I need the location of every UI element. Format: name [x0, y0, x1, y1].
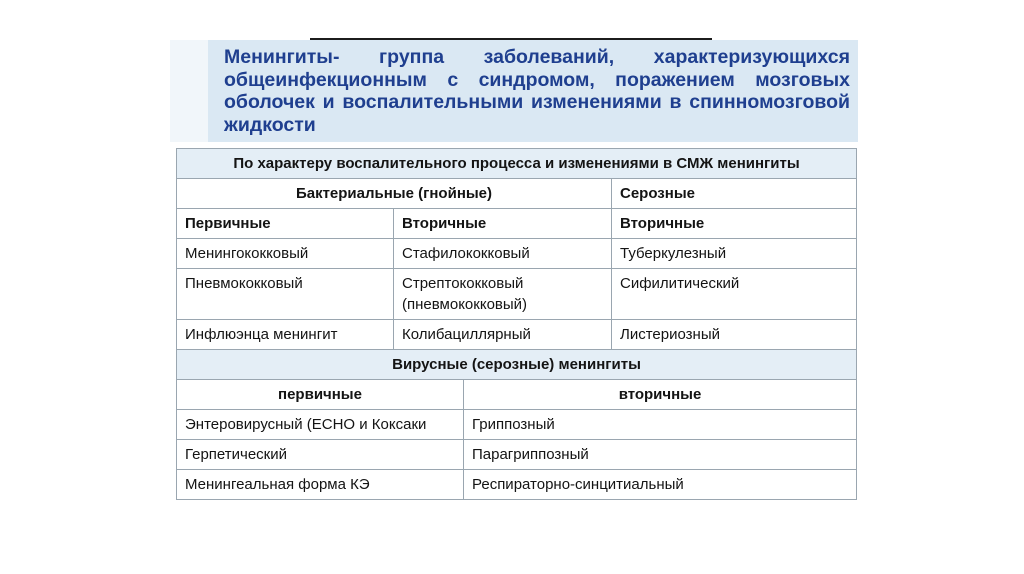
- viral-primary-label: первичные: [177, 380, 464, 410]
- secondary-label: Вторичные: [394, 209, 612, 239]
- table-row: [177, 410, 857, 440]
- primary-label: Первичные: [177, 209, 394, 239]
- table-cell: Энтеровирусный (ЕСНО и Коксаки: [177, 410, 464, 440]
- table-header: По характеру воспалительного процесса и изменениями в СМЖ менингиты: [177, 149, 857, 179]
- slide-title: Менингиты- группа заболеваний, характеризующихся общеинфекционным с синдромом, поражением мозговых оболочек и воспалительными изменениями в спинномозговой жидкости: [224, 46, 850, 136]
- table-cell: Респираторно-синцитиальный: [464, 470, 857, 500]
- table-cell: Герпетический: [177, 440, 464, 470]
- left-strip: [170, 40, 208, 142]
- serous-secondary-label: Вторичные: [612, 209, 857, 239]
- table-row: [177, 239, 857, 269]
- table-cell: Гриппозный: [464, 410, 857, 440]
- table-cell: Туберкулезный: [612, 239, 857, 269]
- table-cell: Колибациллярный: [394, 320, 612, 350]
- viral-header-row: [177, 350, 857, 380]
- table-cell: Пневмококковый: [177, 269, 394, 320]
- table-row: [177, 440, 857, 470]
- type-row: [177, 209, 857, 239]
- viral-secondary-label: вторичные: [464, 380, 857, 410]
- table-cell: Парагриппозный: [464, 440, 857, 470]
- table-row: [177, 269, 857, 320]
- table-cell: Менингеальная форма КЭ: [177, 470, 464, 500]
- table-cell: Стафилококковый: [394, 239, 612, 269]
- slide: [170, 40, 858, 538]
- category-row: [177, 179, 857, 209]
- bacterial-label: Бактериальные (гнойные): [177, 179, 612, 209]
- table-cell: Менингококковый: [177, 239, 394, 269]
- meningitis-table: [176, 148, 857, 500]
- viral-type-row: [177, 380, 857, 410]
- viral-label: Вирусные (серозные) менингиты: [177, 350, 857, 380]
- table-cell: Листериозный: [612, 320, 857, 350]
- table-cell: Инфлюэнца менингит: [177, 320, 394, 350]
- table-row: [177, 320, 857, 350]
- table-cell: Сифилитический: [612, 269, 857, 320]
- table-header-row: [177, 149, 857, 179]
- table-cell: Стрептококковый (пневмококковый): [394, 269, 612, 320]
- table-row: [177, 470, 857, 500]
- serous-label: Серозные: [612, 179, 857, 209]
